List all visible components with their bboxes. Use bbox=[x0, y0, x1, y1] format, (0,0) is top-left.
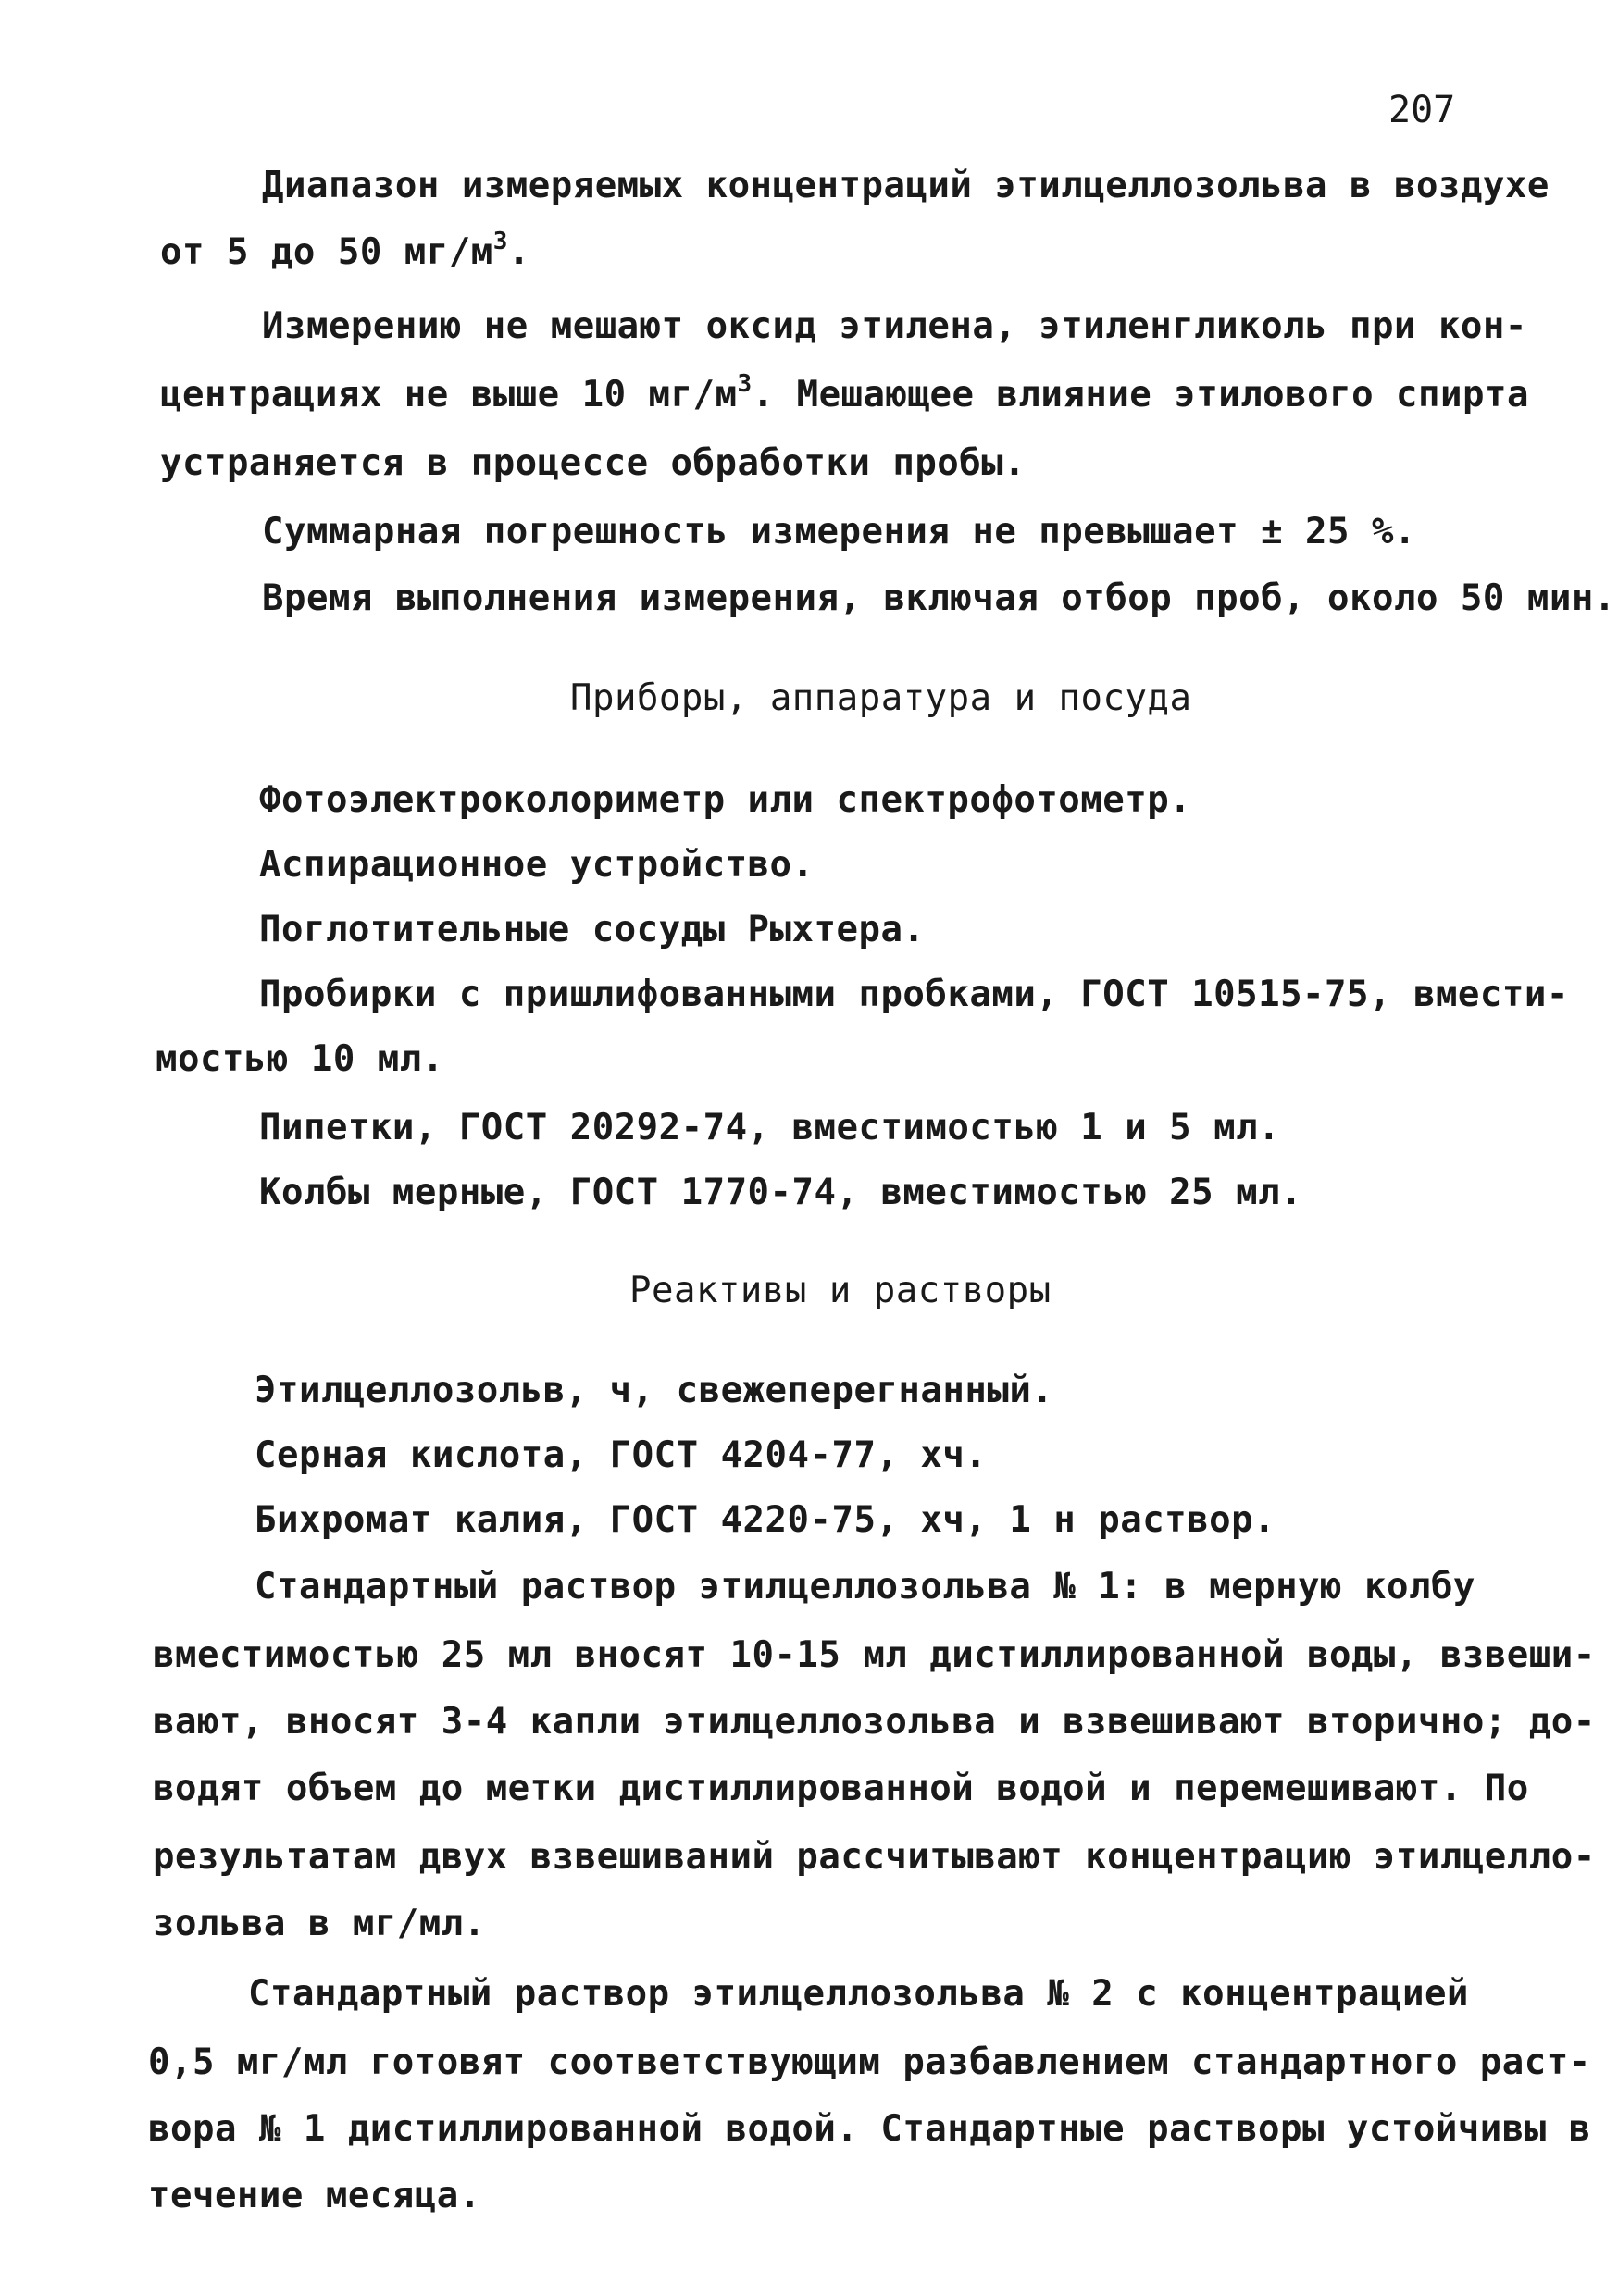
equipment-item-1: Фотоэлектроколориметр или спектрофотометр. bbox=[259, 779, 1192, 821]
equipment-item-4-line-2: мостью 10 мл. bbox=[156, 1038, 444, 1080]
equipment-item-2: Аспирационное устройство. bbox=[259, 844, 815, 886]
std2-line-3: вора № 1 дистиллированной водой. Стандартные растворы устойчивы в bbox=[148, 2108, 1591, 2150]
std2-line-1: Стандартный раствор этилцеллозольва № 2 с концентрацией bbox=[248, 1973, 1469, 2015]
reagents-item-3: Бихромат калия, ГОСТ 4220-75, хч, 1 н раствор. bbox=[255, 1499, 1276, 1541]
interference-line-2-text: центрациях не выше 10 мг/м bbox=[160, 374, 738, 416]
interference-line-2-end: . Мешающее влияние этилового спирта bbox=[752, 374, 1529, 416]
reagents-item-1: Этилцеллозольв, ч, свежеперегнанный. bbox=[255, 1370, 1054, 1411]
reagents-item-2: Серная кислота, ГОСТ 4204-77, хч. bbox=[255, 1434, 988, 1476]
range-line-2 bbox=[160, 228, 530, 274]
superscript-3: 3 bbox=[492, 228, 508, 255]
interference-line-3: устраняется в процессе обработки пробы. bbox=[160, 442, 1027, 484]
std1-line-4: водят объем до метки дистиллированной водой и перемешивают. По bbox=[153, 1768, 1529, 1809]
std1-line-5: результатам двух взвешиваний рассчитывают концентрацию этилцелло- bbox=[153, 1836, 1596, 1878]
reagents-heading: Реактивы и растворы bbox=[629, 1270, 1052, 1311]
std1-line-6: зольва в мг/мл. bbox=[153, 1903, 486, 1944]
time-line: Время выполнения измерения, включая отбор проб, около 50 мин. bbox=[262, 577, 1616, 619]
equipment-item-3: Поглотительные сосуды Рыхтера. bbox=[259, 909, 926, 950]
std1-line-1: Стандартный раствор этилцеллозольва № 1: в мерную колбу bbox=[255, 1566, 1475, 1607]
equipment-item-5: Пипетки, ГОСТ 20292-74, вместимостью 1 и 5 мл. bbox=[259, 1107, 1281, 1148]
range-line-1: Диапазон измеряемых концентраций этилцеллозольва в воздухе bbox=[262, 165, 1550, 206]
equipment-heading: Приборы, аппаратура и посуда bbox=[570, 677, 1192, 719]
std1-line-2: вместимостью 25 мл вносят 10-15 мл дистиллированной воды, взвеши- bbox=[153, 1634, 1596, 1676]
equipment-item-6: Колбы мерные, ГОСТ 1770-74, вместимостью 25 мл. bbox=[259, 1172, 1303, 1213]
range-line-2-end: . bbox=[507, 231, 530, 273]
error-line: Суммарная погрешность измерения не превышает ± 25 %. bbox=[262, 511, 1416, 552]
std1-line-3: вают, вносят 3-4 капли этилцеллозольва и взвешивают вторично; до- bbox=[153, 1701, 1596, 1743]
range-line-2-text: от 5 до 50 мг/м bbox=[160, 231, 493, 273]
page-number: 207 bbox=[1388, 89, 1456, 131]
interference-line-2 bbox=[160, 370, 1529, 416]
interference-line-1: Измерению не мешают оксид этилена, этиленгликоль при кон- bbox=[262, 305, 1527, 347]
superscript-3: 3 bbox=[737, 370, 753, 398]
std2-line-2: 0,5 мг/мл готовят соответствующим разбавлением стандартного раст- bbox=[148, 2042, 1591, 2083]
equipment-item-4-line-1: Пробирки с пришлифованными пробками, ГОСТ 10515-75, вмести- bbox=[259, 974, 1569, 1015]
std2-line-4: течение месяца. bbox=[148, 2175, 481, 2216]
